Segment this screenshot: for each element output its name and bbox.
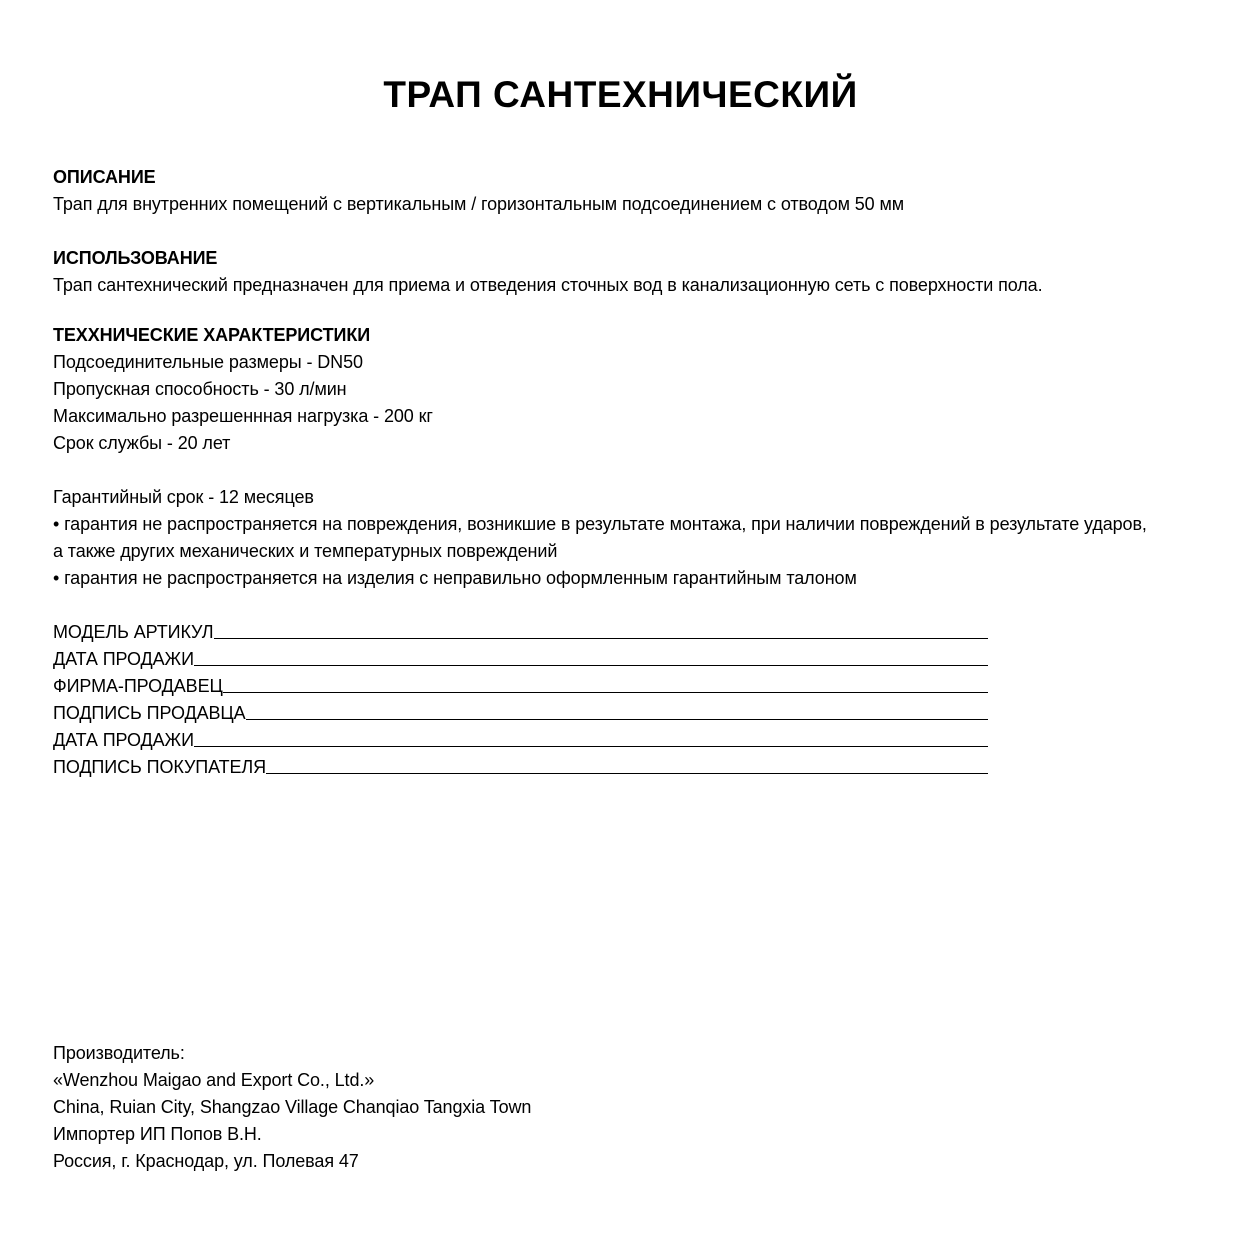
spec-item: Подсоединительные размеры - DN50 [53,352,363,372]
specs-heading: ТЕХХНИЧЕСКИЕ ХАРАКТЕРИСТИКИ [53,325,371,345]
spec-item: Максимально разрешеннная нагрузка - 200 кг [53,406,433,426]
manufacturer-line: Россия, г. Краснодар, ул. Полевая 47 [53,1151,359,1171]
form-field-seller-firm[interactable] [53,673,988,700]
description-section [53,164,904,218]
manufacturer-line: «Wenzhou Maigao and Export Co., Ltd.» [53,1070,375,1090]
warranty-period: Гарантийный срок - 12 месяцев [53,487,314,507]
spec-item: Пропускная способность - 30 л/мин [53,379,347,399]
document-title: ТРАП САНТЕХНИЧЕСКИЙ [383,74,858,115]
warranty-item: • гарантия не распространяется на изделия с неправильно оформленным гарантийным талоном [53,568,857,588]
field-line[interactable] [246,700,989,720]
field-label: ФИРМА-ПРОДАВЕЦ [53,676,223,696]
field-line[interactable] [194,727,988,747]
description-text: Трап для внутренних помещений с вертикальным / горизонтальным подсоединением с отводом 50 мм [53,194,905,214]
form-field-sale-date[interactable] [53,646,988,673]
field-line[interactable] [214,619,989,639]
specs-section [53,322,433,457]
manufacturer-line: China, Ruian City, Shangzao Village Chanqiao Tangxia Town [53,1097,532,1117]
field-label: ДАТА ПРОДАЖИ [53,730,194,750]
form-field-seller-signature[interactable] [53,700,988,727]
usage-section [53,245,1042,299]
manufacturer-line: Импортер ИП Попов В.Н. [53,1124,262,1144]
form-field-sale-date-2[interactable] [53,727,988,754]
manufacturer-line: Производитель: [53,1043,185,1063]
field-label: МОДЕЛЬ АРТИКУЛ [53,622,214,642]
usage-heading: ИСПОЛЬЗОВАНИЕ [53,248,218,268]
warranty-section [53,484,1153,592]
field-label: ПОДПИСЬ ПОКУПАТЕЛЯ [53,757,267,777]
form-field-model[interactable] [53,619,988,646]
field-label: ДАТА ПРОДАЖИ [53,649,194,669]
manufacturer-section [53,1040,531,1175]
field-line[interactable] [266,754,988,774]
spec-item: Срок службы - 20 лет [53,433,231,453]
field-line[interactable] [223,673,988,693]
warranty-form [53,619,988,781]
warranty-item: • гарантия не распространяется на повреждения, возникшие в результате монтажа, при наличии повреждений в результате ударов, а также других механических и температурных повреждений [53,514,1147,561]
field-label: ПОДПИСЬ ПРОДАВЦА [53,703,246,723]
field-line[interactable] [194,646,988,666]
usage-text: Трап сантехнический предназначен для приема и отведения сточных вод в канализационную сеть с поверхности пола. [53,275,1043,295]
description-heading: ОПИСАНИЕ [53,167,156,187]
form-field-buyer-signature[interactable] [53,754,988,781]
